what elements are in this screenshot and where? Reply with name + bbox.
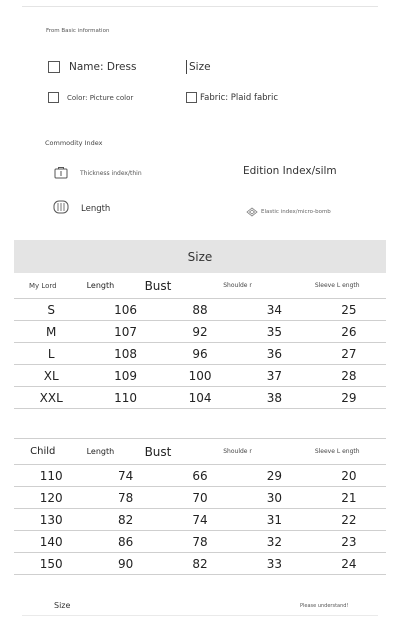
table-row bbox=[14, 387, 386, 409]
table-cell: 74 bbox=[117, 468, 134, 483]
table-cell: 36 bbox=[266, 346, 283, 361]
table-cell: 78 bbox=[117, 490, 134, 505]
table-cell: 88 bbox=[192, 302, 208, 317]
table-cell: 28 bbox=[341, 368, 357, 383]
section-title-basic: From Basic information bbox=[46, 28, 110, 34]
table-cell: 38 bbox=[266, 390, 283, 405]
table-cell: 130 bbox=[39, 512, 63, 527]
table-header-row bbox=[14, 438, 386, 465]
header-cell: Bust bbox=[144, 278, 172, 293]
table-cell: 23 bbox=[341, 534, 357, 549]
table-cell: 104 bbox=[188, 390, 212, 405]
attr-color bbox=[48, 92, 133, 103]
index-thickness bbox=[54, 164, 142, 183]
footer-note: Please understand! bbox=[300, 603, 349, 609]
index-thickness-label: Thickness index/thin bbox=[80, 170, 142, 177]
table-row bbox=[14, 487, 386, 509]
table-cell: 30 bbox=[266, 490, 283, 505]
table-cell: 31 bbox=[266, 512, 283, 527]
table-cell: 90 bbox=[117, 556, 134, 571]
checkbox-icon bbox=[48, 92, 59, 103]
fabric-roll-icon bbox=[53, 199, 69, 218]
index-elastic bbox=[246, 202, 331, 221]
table-cell: 86 bbox=[117, 534, 134, 549]
bag-icon bbox=[54, 164, 68, 183]
section-title-commodity: Commodity Index bbox=[45, 139, 103, 147]
attr-name bbox=[48, 61, 136, 73]
table-cell: 92 bbox=[192, 324, 208, 339]
table-row bbox=[14, 509, 386, 531]
header-cell: Length bbox=[86, 281, 115, 290]
table-cell: 34 bbox=[266, 302, 283, 317]
table-row bbox=[14, 343, 386, 365]
divider-bar bbox=[186, 60, 187, 74]
size-table-child bbox=[14, 438, 386, 575]
table-row bbox=[14, 553, 386, 575]
table-cell: XXL bbox=[39, 390, 63, 405]
table-cell: XL bbox=[43, 368, 59, 383]
index-length-label: Length bbox=[81, 203, 111, 214]
table-cell: 29 bbox=[266, 468, 283, 483]
table-cell: 27 bbox=[341, 346, 357, 361]
table-cell: 25 bbox=[341, 302, 357, 317]
attr-name-label: Name: Dress bbox=[69, 61, 137, 73]
header-cell: Sleeve L ength bbox=[314, 447, 360, 455]
attr-size-label: Size bbox=[189, 61, 211, 73]
size-table-adult bbox=[14, 240, 386, 409]
header-cell: Child bbox=[30, 446, 56, 457]
table-cell: S bbox=[47, 302, 56, 317]
index-elastic-label: Elastic index/micro-bomb bbox=[261, 208, 331, 215]
table-cell: 20 bbox=[341, 468, 357, 483]
footer-size-label: Size bbox=[54, 601, 71, 610]
table-cell: 35 bbox=[266, 324, 283, 339]
table-cell: 107 bbox=[114, 324, 138, 339]
header-cell: Sleeve L ength bbox=[314, 281, 360, 289]
table-cell: 82 bbox=[192, 556, 208, 571]
table-cell: 78 bbox=[192, 534, 208, 549]
table-cell: 37 bbox=[266, 368, 283, 383]
header-cell: Shoulde r bbox=[223, 447, 252, 455]
table-cell: 22 bbox=[341, 512, 357, 527]
table-cell: 96 bbox=[192, 346, 208, 361]
header-cell: Bust bbox=[144, 444, 172, 459]
table-cell: 21 bbox=[341, 490, 357, 505]
top-divider bbox=[22, 6, 378, 7]
table-cell: 100 bbox=[188, 368, 212, 383]
table-row bbox=[14, 465, 386, 487]
attr-fabric-label: Fabric: Plaid fabric bbox=[200, 92, 279, 103]
index-edition-label: Edition Index/silm bbox=[243, 165, 337, 177]
table-header-row bbox=[14, 273, 386, 299]
header-cell: Shoulde r bbox=[223, 281, 252, 289]
table-cell: 110 bbox=[114, 390, 138, 405]
header-cell: My Lord bbox=[28, 281, 57, 290]
table-row bbox=[14, 299, 386, 321]
table-cell: 109 bbox=[114, 368, 138, 383]
table-cell: 66 bbox=[192, 468, 208, 483]
table-cell: 108 bbox=[114, 346, 138, 361]
attr-size bbox=[186, 60, 211, 74]
table-cell: 106 bbox=[114, 302, 138, 317]
table-cell: 24 bbox=[341, 556, 357, 571]
diamond-icon bbox=[246, 202, 258, 221]
size-table-title: Size bbox=[14, 240, 386, 273]
table-cell: 140 bbox=[39, 534, 63, 549]
table-cell: 150 bbox=[39, 556, 63, 571]
table-cell: 32 bbox=[266, 534, 283, 549]
header-cell: Length bbox=[86, 447, 115, 456]
table-cell: 26 bbox=[341, 324, 357, 339]
table-cell: M bbox=[46, 324, 57, 339]
table-cell: 29 bbox=[341, 390, 357, 405]
table-cell: 110 bbox=[39, 468, 63, 483]
table-cell: 120 bbox=[39, 490, 63, 505]
table-cell: 74 bbox=[192, 512, 208, 527]
checkbox-icon bbox=[186, 92, 197, 103]
table-row bbox=[14, 321, 386, 343]
attr-fabric bbox=[186, 92, 278, 103]
attr-color-label: Color: Picture color bbox=[67, 93, 134, 102]
index-length bbox=[53, 199, 110, 218]
table-cell: 70 bbox=[192, 490, 208, 505]
table-cell: 82 bbox=[117, 512, 134, 527]
checkbox-icon bbox=[48, 61, 60, 73]
table-row bbox=[14, 365, 386, 387]
table-cell: 33 bbox=[266, 556, 283, 571]
table-row bbox=[14, 531, 386, 553]
footer-divider bbox=[22, 615, 378, 616]
table-cell: L bbox=[47, 346, 55, 361]
